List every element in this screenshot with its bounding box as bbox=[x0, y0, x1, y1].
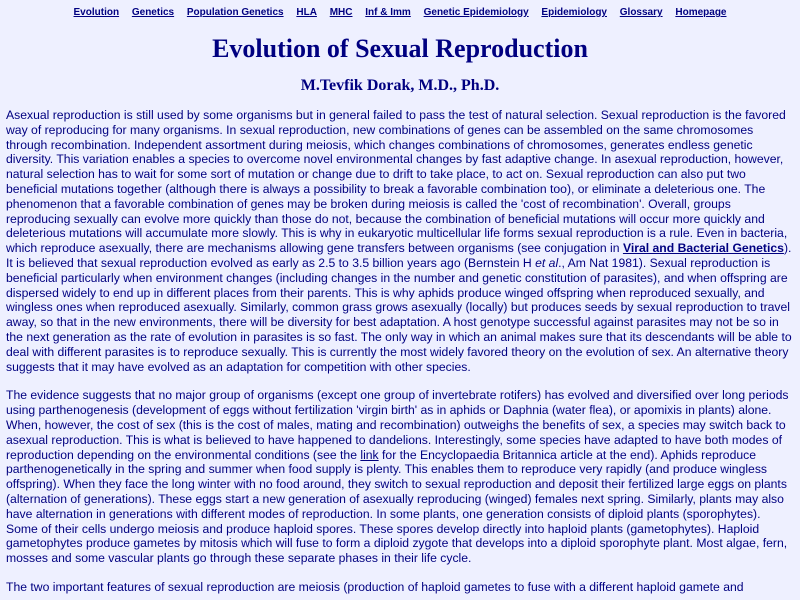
paragraph-1-text-a: Asexual reproduction is still used by some organisms but in general failed to pass the test of natural selection. Sexual reproduction is the favored way of reproducing for many organisms. In sexual reproduction, new combinations of genes can be assembled on the same chromosomes through recombination. Independent assortment during meiosis, which changes combinations of chromosomes, generates endless genetic diversity. This variation enables a species to overcome novel environmental changes by fast adaptive change. In asexual reproduction, however, natural selection has to wait for some sort of mutation or change due to drift to take place, to act on. Sexual reproduction can also put two beneficial mutations together (although there is always a possibility to break a favorable combination too), or eliminate a deleterious one. The phenomenon that a favorable combination of genes may be broken during meiosis is called the 'cost of recombination'. Overall, groups reproducing sexually can evolve more quickly than those do not, because the combination of beneficial mutations will occur more quickly and deleterious mutations will accumulate more slowly. This is why in eukaryotic multicellular life forms sexual reproduction is a rule. Even in bacteria, which reproduce asexually, there are mechanisms allowing gene transfers between organisms (see conjugation in bbox=[6, 108, 788, 256]
nav-link-evolution[interactable]: Evolution bbox=[73, 7, 120, 18]
article-body bbox=[0, 108, 800, 595]
nav-link-hla[interactable]: HLA bbox=[296, 7, 317, 18]
et-al-text: et al bbox=[535, 255, 559, 270]
nav-link-genetics[interactable]: Genetics bbox=[131, 7, 175, 18]
paragraph-2 bbox=[6, 388, 794, 566]
top-navigation bbox=[0, 0, 800, 20]
nav-link-glossary[interactable]: Glossary bbox=[619, 7, 663, 18]
britannica-link[interactable]: link bbox=[360, 447, 379, 462]
page-author: M.Tevfik Dorak, M.D., Ph.D. bbox=[300, 77, 500, 94]
paragraph-2-text-a: The evidence suggests that no major group of organisms (except one group of invertebrate rotifers) has evolved and diversified over long periods using parthenogenesis (development of eggs without fertilization 'virgin birth' as in aphids or Daphnia (water flea), or apomixis in plants) alone. When, however, the cost of sex (this is the cost of males, mating and recombination) outweighs the benefits of sex, a species may switch back to asexual reproduction. This is what is believed to have happened to dandelions. Interestingly, some species have adapted to have both modes of reproduction depending on the environmental conditions (see the bbox=[6, 388, 789, 462]
paragraph-3: The two important features of sexual reproduction are meiosis (production of haploid gametes to fuse with a different haploid gamete and bbox=[6, 579, 744, 594]
nav-link-genetic-epidemiology[interactable]: Genetic Epidemiology bbox=[423, 7, 529, 18]
nav-link-homepage[interactable]: Homepage bbox=[675, 7, 727, 18]
paragraph-1-text-c: ., Am Nat 1981). Sexual reproduction is beneficial particularly when environment changes (including changes in the number and genetic constitution of parasites), and when offspring are dispersed widely to end up in different places from their parents. This is why aphids produce winged offspring when reproduced sexually, and wingless ones when reproduced asexually. Similarly, common grass grows asexually (locally) but produces seeds by sexual reproduction to travel away, so that in the new environments, there will be diversity for best adaptation. A host genotype successful against parasites may not be so in the next generation as the rate of evolution in parasites is so fast. The only way in which an animal makes sure that its descendants will be able to deal with different parasites is to reproduce sexually. This is currently the most widely favored theory on the evolution of sex. An alternative theory suggests that it may have evolved as an adaptation for competition with other species. bbox=[6, 255, 792, 374]
viral-bacterial-genetics-link[interactable]: Viral and Bacterial Genetics bbox=[622, 241, 784, 256]
nav-link-inf-imm[interactable]: Inf & Imm bbox=[365, 7, 411, 18]
nav-link-epidemiology[interactable]: Epidemiology bbox=[541, 7, 607, 18]
nav-link-population-genetics[interactable]: Population Genetics bbox=[186, 7, 284, 18]
paragraph-1-text-b: ). It is believed that sexual reproduction evolved as early as 2.5 to 3.5 billion years ago (Bernstein H bbox=[6, 241, 792, 270]
nav-link-mhc[interactable]: MHC bbox=[329, 7, 353, 18]
paragraph-1 bbox=[6, 108, 794, 374]
paragraph-2-text-b: for the Encyclopaedia Britannica article at the end). Aphids reproduce parthenogenetically in the spring and summer when food supply is plenty. This enables them to reproduce very rapidly (and produce wingless offspring). When they face the long winter with no food around, they switch to sexual reproduction and deposit their fertilized large eggs on plants (alternation of generations). These eggs start a new generation of asexually reproducing (winged) females next spring. Similarly, plants may also have alternation in generations with different modes of reproduction. In some plants, one generation consists of diploid plants (sporophytes). Some of their cells undergo meiosis and produce haploid spores. These spores develop directly into haploid plants (gametophytes). Haploid gametophytes produce gametes by mitosis which will fuse to form a diploid zygote that develops into a diploid sporophyte plant. Most algae, fern, mosses and some vascular plants go through these separate phases in their life cycle. bbox=[6, 447, 788, 566]
page-title: Evolution of Sexual Reproduction bbox=[212, 34, 588, 63]
